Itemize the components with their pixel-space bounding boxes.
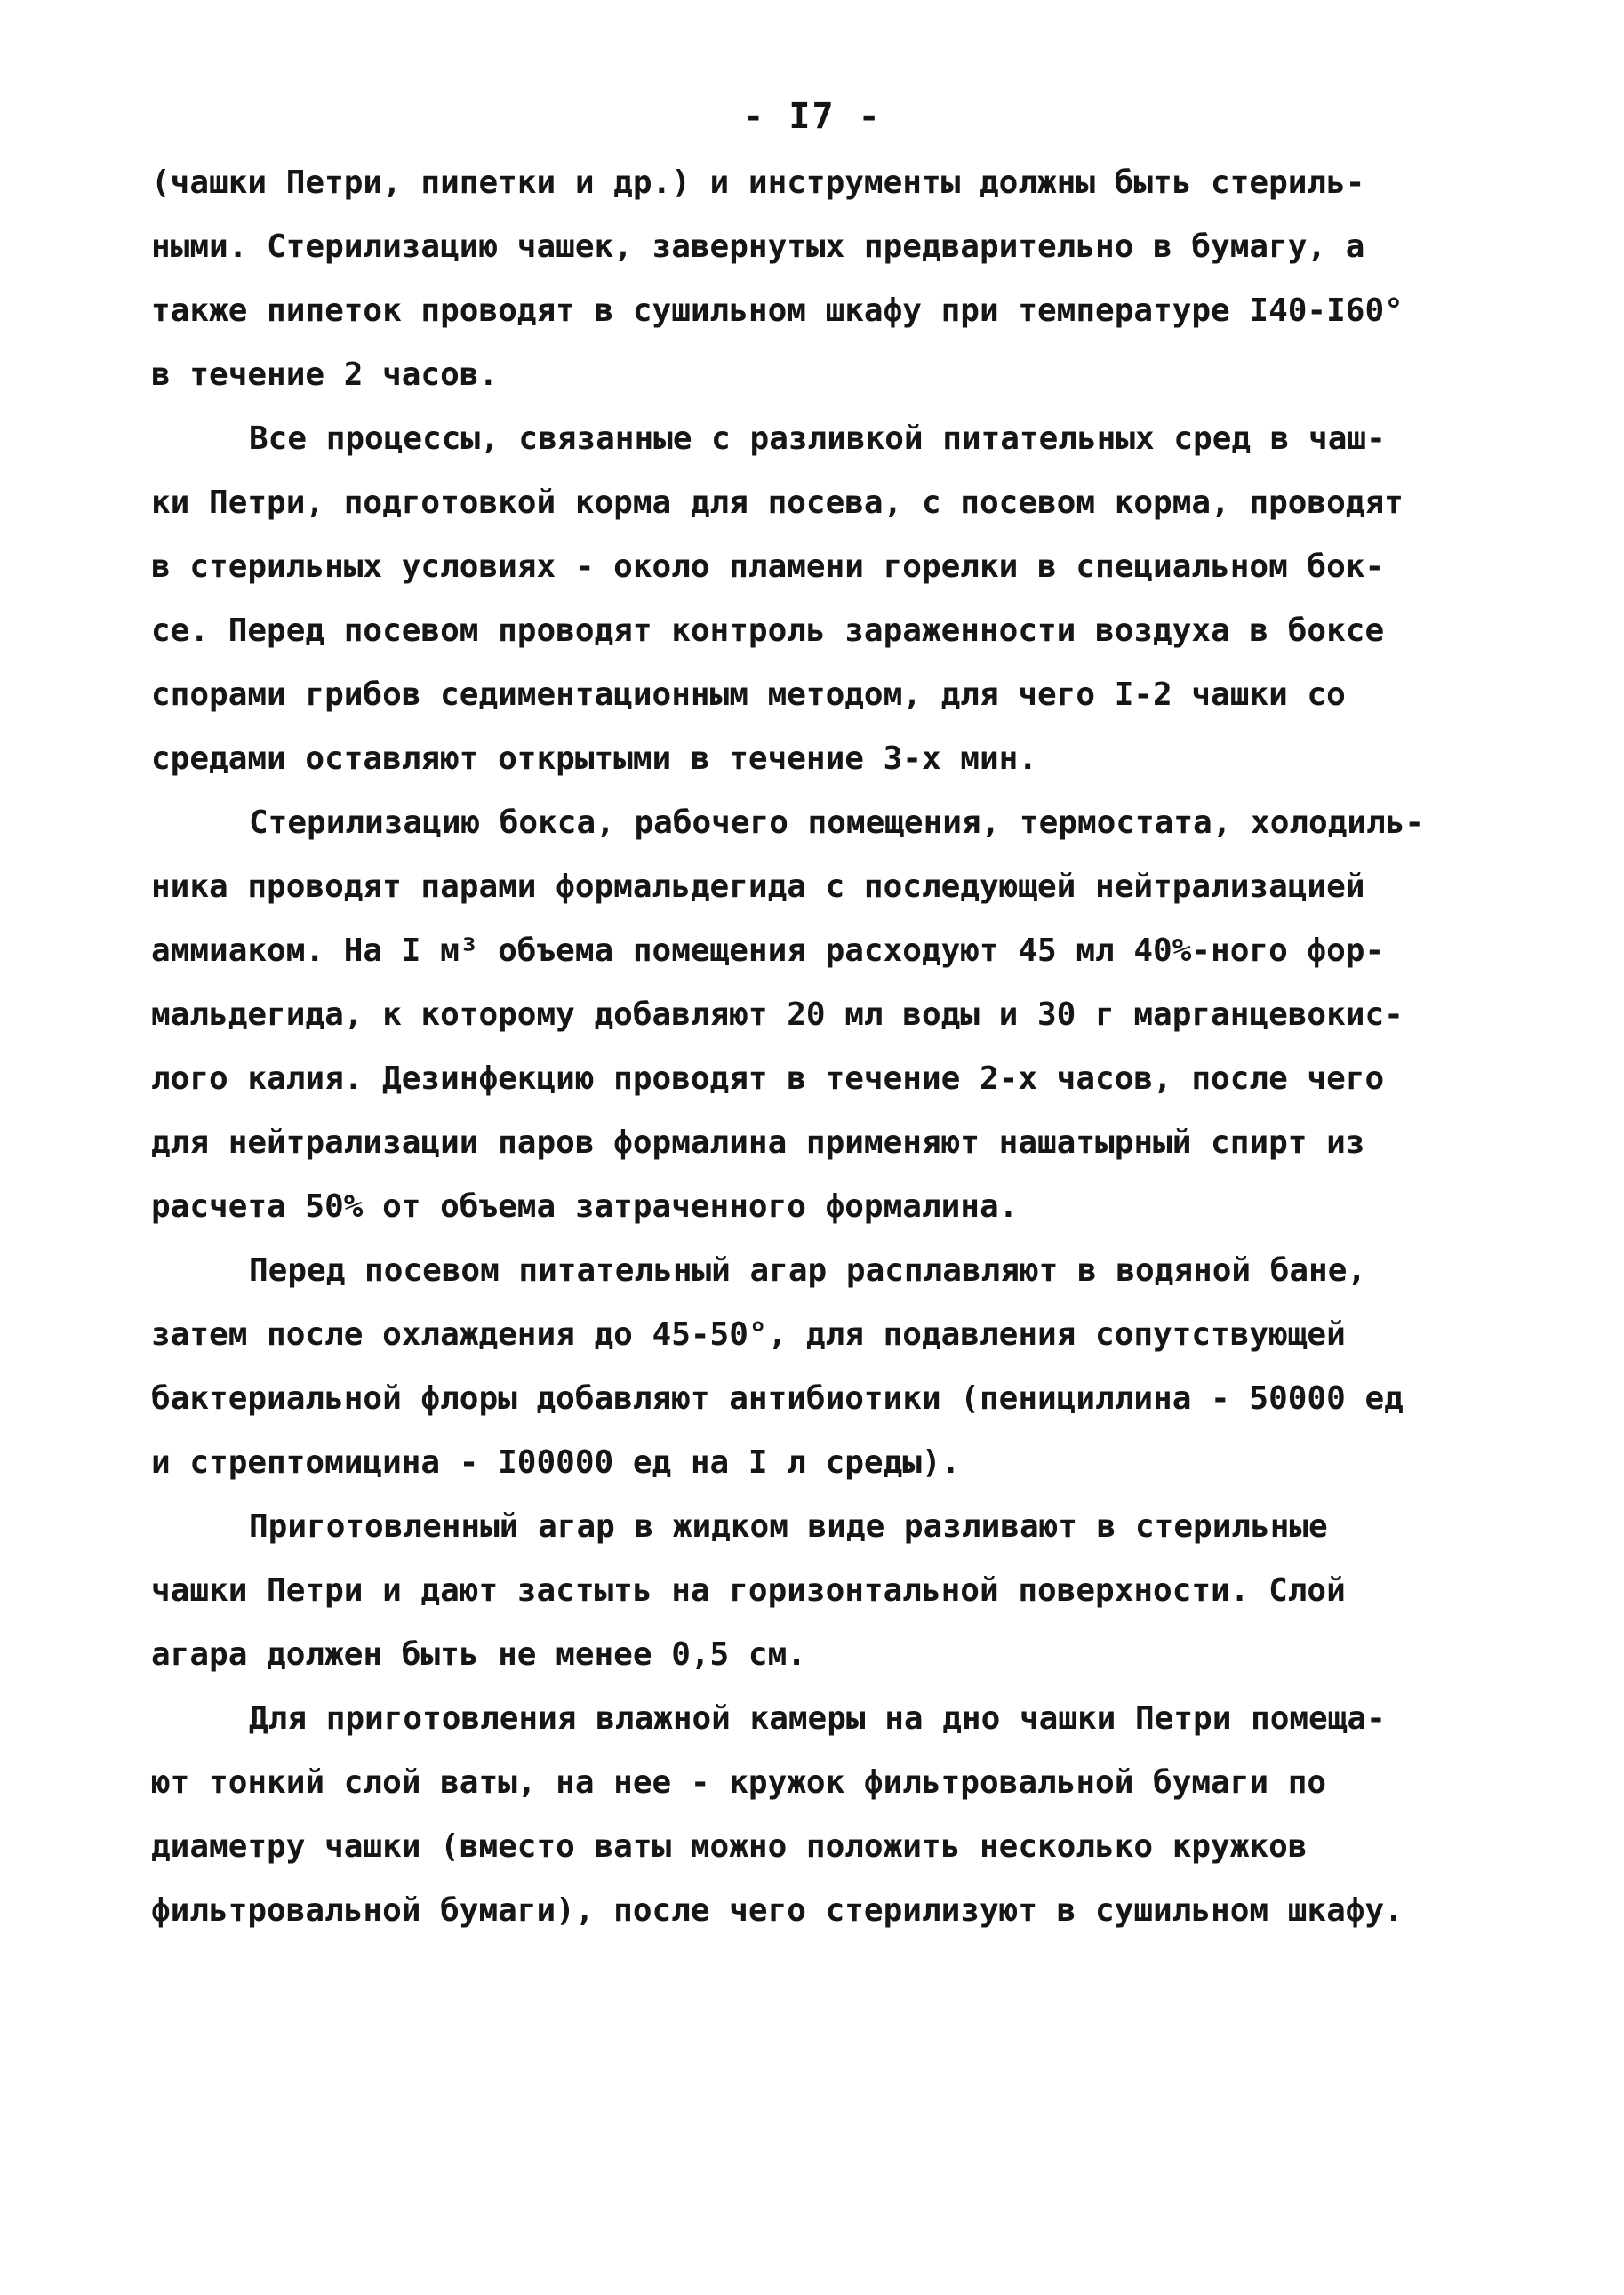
text-line: и стрептомицина - I00000 ед на I л среды).: [151, 1444, 961, 1481]
text-line: фильтровальной бумаги), после чего стерилизуют в сушильном шкафу.: [151, 1892, 1404, 1929]
text-line: се. Перед посевом проводят контроль зараженности воздуха в боксе: [151, 612, 1385, 649]
document-body: [151, 151, 1431, 1943]
text-line: также пипеток проводят в сушильном шкафу при температуре I40-I60°: [151, 292, 1404, 329]
text-line: диаметру чашки (вместо ваты можно положить несколько кружков: [151, 1828, 1308, 1865]
text-line: мальдегида, к которому добавляют 20 мл воды и 30 г марганцевокис-: [151, 996, 1404, 1033]
text-line: лого калия. Дезинфекцию проводят в течение 2-х часов, после чего: [151, 1060, 1385, 1097]
text-line: аммиаком. На I м³ объема помещения расходуют 45 мл 40%-ного фор-: [151, 932, 1385, 969]
paragraph-2: [151, 407, 1431, 791]
paragraph-4: [151, 1239, 1431, 1495]
text-line: бактериальной флоры добавляют антибиотики (пенициллина - 50000 ед: [151, 1380, 1404, 1417]
paragraph-6: [151, 1687, 1431, 1943]
text-line: Стерилизацию бокса, рабочего помещения, термостата, холодиль-: [249, 804, 1425, 841]
text-line: Перед посевом питательный агар расплавляют в водяной бане,: [249, 1252, 1367, 1289]
text-line: ют тонкий слой ваты, на нее - кружок фильтровальной бумаги по: [151, 1764, 1327, 1801]
text-line: затем после охлаждения до 45-50°, для подавления сопутствующей: [151, 1316, 1346, 1353]
text-line: расчета 50% от объема затраченного формалина.: [151, 1188, 1019, 1225]
text-line: чашки Петри и дают застыть на горизонтальной поверхности. Слой: [151, 1572, 1346, 1609]
text-line: агара должен быть не менее 0,5 см.: [151, 1636, 806, 1673]
text-line: для нейтрализации паров формалина применяют нашатырный спирт из: [151, 1124, 1365, 1161]
text-line: Для приготовления влажной камеры на дно чашки Петри помеща-: [249, 1700, 1386, 1737]
text-line: средами оставляют открытыми в течение 3-х мин.: [151, 740, 1037, 777]
paragraph-1: [151, 151, 1431, 407]
paragraph-5: [151, 1495, 1431, 1687]
page-number: - I7 -: [742, 96, 882, 137]
text-line: в течение 2 часов.: [151, 356, 499, 393]
paragraph-3: [151, 791, 1431, 1239]
text-line: спорами грибов седиментационным методом, для чего I-2 чашки со: [151, 676, 1346, 713]
text-line: ника проводят парами формальдегида с последующей нейтрализацией: [151, 868, 1365, 905]
text-line: (чашки Петри, пипетки и др.) и инструменты должны быть стериль-: [151, 164, 1365, 201]
text-line: в стерильных условиях - около пламени горелки в специальном бок-: [151, 548, 1385, 585]
text-line: ными. Стерилизацию чашек, завернутых предварительно в бумагу, а: [151, 228, 1365, 265]
text-line: ки Петри, подготовкой корма для посева, с посевом корма, проводят: [151, 484, 1404, 521]
text-line: Приготовленный агар в жидком виде разливают в стерильные: [249, 1508, 1328, 1545]
text-line: Все процессы, связанные с разливкой питательных сред в чаш-: [249, 420, 1386, 457]
